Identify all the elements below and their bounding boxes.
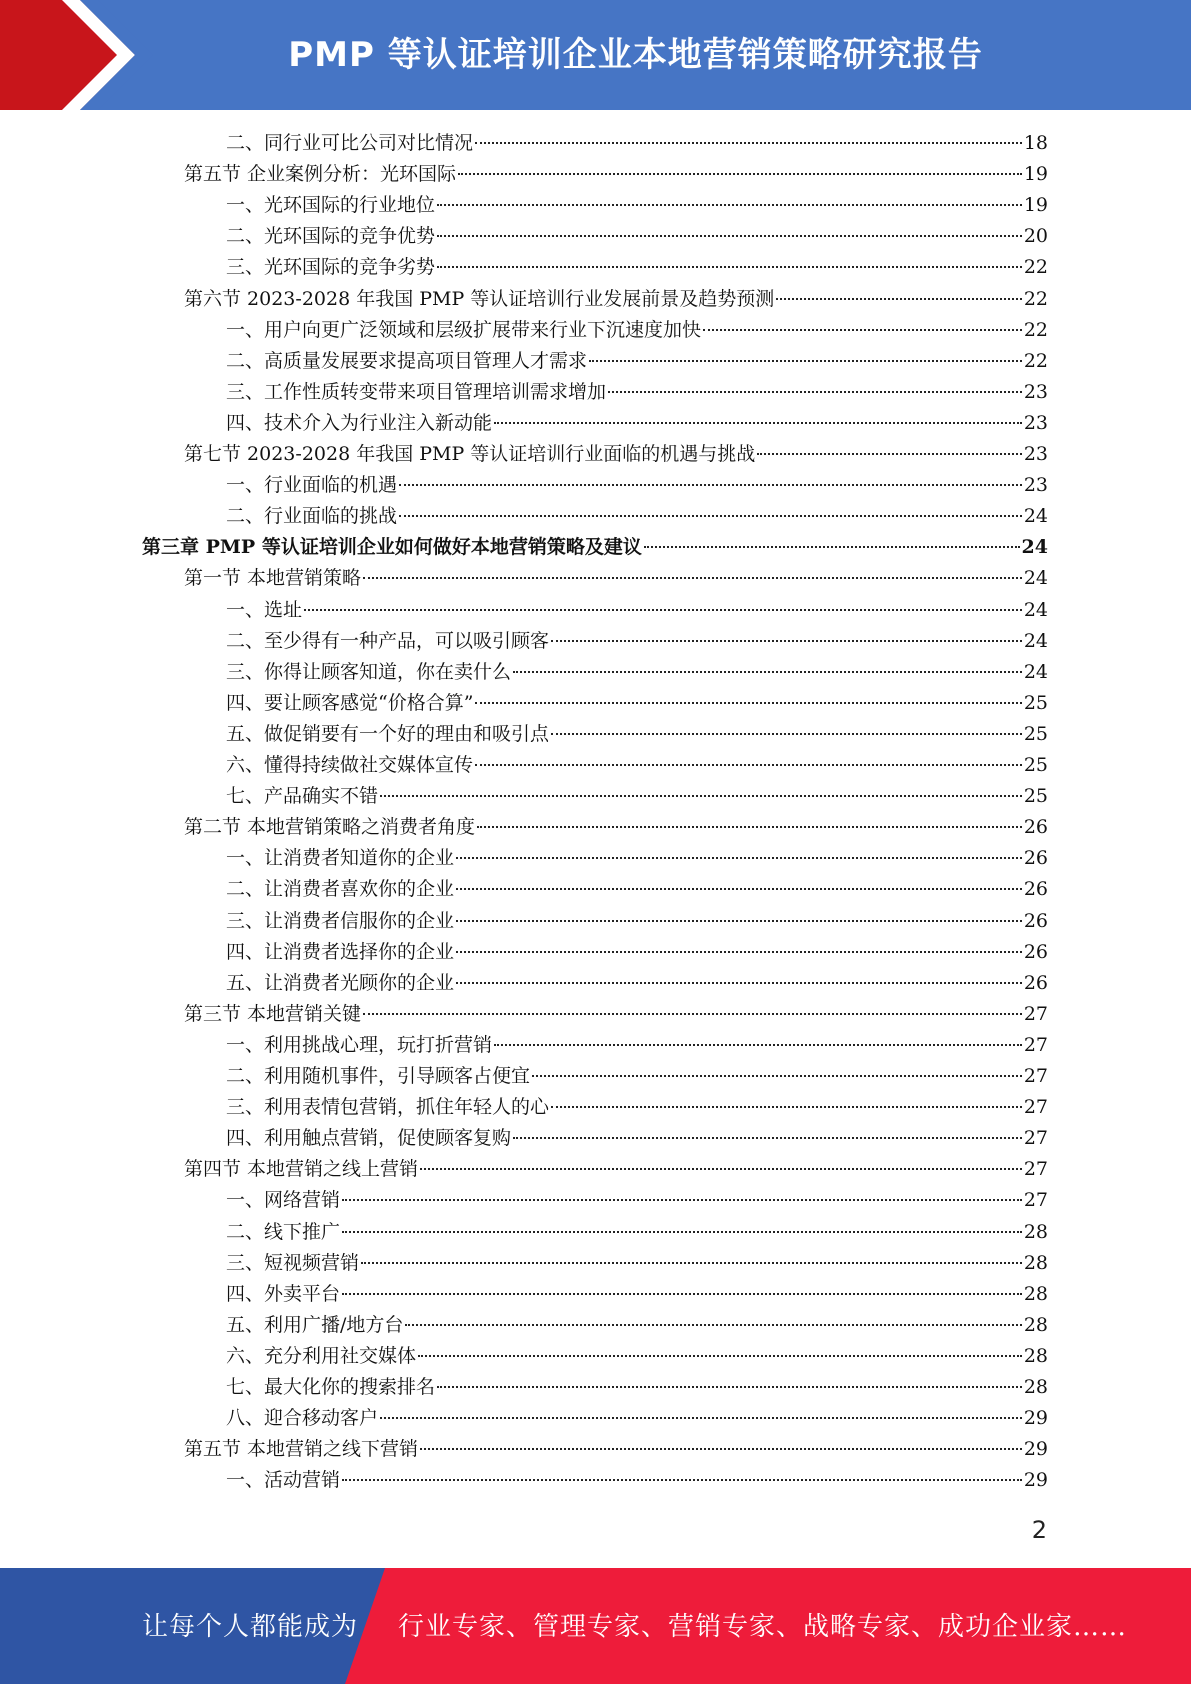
toc-entry-page: 29 <box>1023 1438 1048 1461</box>
toc-entry-title: 六、充分利用社交媒体 <box>226 1344 417 1367</box>
toc-dot-leader <box>418 1355 1022 1357</box>
toc-entry-page: 20 <box>1023 225 1048 248</box>
toc-entry-title: 二、高质量发展要求提高项目管理人才需求 <box>226 349 588 372</box>
toc-entry-page: 22 <box>1023 256 1048 279</box>
toc-dot-leader <box>361 1262 1022 1264</box>
toc-entry-page: 19 <box>1023 194 1048 217</box>
toc-entry-page: 27 <box>1023 1189 1048 1212</box>
toc-entry[interactable] <box>226 346 1048 376</box>
toc-dot-leader <box>477 826 1022 828</box>
toc-entry-page: 24 <box>1021 536 1048 559</box>
toc-entry[interactable] <box>184 1154 1048 1184</box>
toc-entry[interactable] <box>226 1279 1048 1309</box>
header-band <box>0 0 1191 110</box>
toc-entry-page: 27 <box>1023 1096 1048 1119</box>
toc-entry[interactable] <box>226 221 1048 251</box>
toc-entry-title: 七、产品确实不错 <box>226 785 379 808</box>
toc-entry[interactable] <box>226 1092 1048 1122</box>
toc-entry-page: 26 <box>1023 878 1048 901</box>
toc-entry[interactable] <box>226 190 1048 220</box>
toc-entry-title: 二、线下推广 <box>226 1220 341 1243</box>
toc-dot-leader <box>456 888 1022 890</box>
toc-entry-page: 18 <box>1023 132 1048 154</box>
toc-entry-page: 28 <box>1023 1344 1048 1367</box>
toc-dot-leader <box>703 329 1022 331</box>
toc-entry-page: 29 <box>1023 1407 1048 1430</box>
toc-entry-title: 四、技术介入为行业注入新动能 <box>226 411 493 434</box>
footer-slogan-right: 行业专家、管理专家、营销专家、战略专家、成功企业家…… <box>398 1612 1128 1642</box>
toc-entry[interactable] <box>226 750 1048 780</box>
toc-dot-leader <box>437 1386 1022 1388</box>
toc-entry-title: 五、让消费者光顾你的企业 <box>226 971 455 994</box>
toc-entry-title: 三、短视频营销 <box>226 1251 360 1274</box>
toc-entry-title: 第七节 2023-2028 年我国 PMP 等认证培训行业面临的机遇与挑战 <box>184 443 756 465</box>
toc-entry[interactable] <box>184 563 1048 593</box>
footer-slogan-left: 让每个人都能成为 <box>142 1612 359 1642</box>
toc-entry-page: 23 <box>1023 443 1048 465</box>
toc-entry[interactable] <box>226 1123 1048 1153</box>
toc-entry-title: 一、光环国际的行业地位 <box>226 194 436 217</box>
toc-entry[interactable] <box>226 501 1048 531</box>
toc-entry-page: 25 <box>1023 722 1048 745</box>
toc-entry[interactable] <box>226 470 1048 500</box>
toc-dot-leader <box>380 1417 1022 1419</box>
toc-dot-leader <box>513 1137 1022 1139</box>
toc-entry[interactable] <box>226 626 1048 656</box>
toc-entry-title: 第二节 本地营销策略之消费者角度 <box>184 816 476 839</box>
toc-dot-leader <box>304 609 1022 611</box>
toc-entry-page: 22 <box>1023 349 1048 372</box>
toc-entry[interactable] <box>184 439 1048 469</box>
toc-entry-title: 第三章 PMP 等认证培训企业如何做好本地营销策略及建议 <box>142 536 642 559</box>
toc-entry-title: 第五节 企业案例分析：光环国际 <box>184 163 457 186</box>
toc-dot-leader <box>405 1324 1021 1326</box>
toc-entry-title: 一、用户向更广泛领域和层级扩展带来行业下沉速度加快 <box>226 318 702 341</box>
toc-dot-leader <box>399 484 1022 486</box>
toc-entry[interactable] <box>226 719 1048 749</box>
toc-entry-title: 二、至少得有一种产品，可以吸引顾客 <box>226 629 550 652</box>
toc-entry-title: 六、懂得持续做社交媒体宣传 <box>226 754 474 776</box>
toc-entry-page: 26 <box>1023 847 1048 870</box>
toc-entry-page: 23 <box>1023 380 1048 403</box>
toc-entry-page: 28 <box>1023 1220 1048 1243</box>
toc-dot-leader <box>532 1075 1022 1077</box>
toc-entry-title: 四、外卖平台 <box>226 1282 341 1305</box>
toc-entry-title: 四、要让顾客感觉“价格合算” <box>226 691 474 714</box>
toc-entry-title: 一、网络营销 <box>226 1189 341 1212</box>
toc-entry-title: 四、让消费者选择你的企业 <box>226 940 455 963</box>
toc-entry-page: 26 <box>1023 940 1048 963</box>
toc-dot-leader <box>475 702 1021 704</box>
toc-dot-leader <box>342 1231 1022 1233</box>
toc-dot-leader <box>458 173 1022 175</box>
toc-entry-title: 第五节 本地营销之线下营销 <box>184 1438 419 1461</box>
toc-entry[interactable] <box>184 284 1048 314</box>
toc-entry-page: 24 <box>1023 660 1048 683</box>
toc-dot-leader <box>456 857 1022 859</box>
toc-entry-title: 五、做促销要有一个好的理由和吸引点 <box>226 722 550 745</box>
toc-entry-title: 三、利用表情包营销，抓住年轻人的心 <box>226 1096 550 1119</box>
toc-dot-leader <box>757 453 1022 455</box>
toc-entry[interactable] <box>226 1030 1048 1060</box>
toc-entry[interactable] <box>184 999 1048 1029</box>
toc-dot-leader <box>420 1168 1022 1170</box>
toc-entry[interactable] <box>226 1341 1048 1371</box>
toc-entry[interactable] <box>226 937 1048 967</box>
toc-entry-title: 一、选址 <box>226 598 303 621</box>
page-number: 2 <box>1031 1516 1047 1544</box>
toc-dot-leader <box>494 422 1022 424</box>
toc-entry-title: 七、最大化你的搜索排名 <box>226 1376 436 1398</box>
toc-dot-leader <box>608 391 1022 393</box>
toc-entry-title: 第六节 2023-2028 年我国 PMP 等认证培训行业发展前景及趋势预测 <box>184 287 775 310</box>
toc-entry[interactable] <box>226 315 1048 345</box>
toc-entry[interactable] <box>226 968 1048 998</box>
toc-entry[interactable] <box>226 1403 1048 1433</box>
toc-dot-leader <box>494 1044 1022 1046</box>
toc-entry[interactable] <box>226 252 1048 282</box>
toc-dot-leader <box>380 795 1022 797</box>
toc-entry-page: 27 <box>1023 1033 1048 1056</box>
document-title: PMP 等认证培训企业本地营销策略研究报告 <box>288 35 983 75</box>
toc-dot-leader <box>437 266 1022 268</box>
toc-entry[interactable] <box>226 657 1048 687</box>
toc-dot-leader <box>437 204 1022 206</box>
toc-dot-leader <box>363 1013 1022 1015</box>
toc-entry-page: 29 <box>1023 1469 1048 1492</box>
toc-entry-page: 22 <box>1023 287 1048 310</box>
toc-dot-leader <box>342 1479 1022 1481</box>
toc-entry-page: 27 <box>1023 1127 1048 1150</box>
toc-dot-leader <box>513 671 1022 673</box>
toc-entry-page: 27 <box>1023 1065 1048 1087</box>
toc-entry-page: 28 <box>1023 1282 1048 1305</box>
toc-dot-leader <box>342 1293 1022 1295</box>
toc-entry-page: 26 <box>1023 971 1048 994</box>
toc-entry-title: 第四节 本地营销之线上营销 <box>184 1158 419 1181</box>
toc-entry-title: 八、迎合移动客户 <box>226 1407 379 1430</box>
toc-entry-page: 24 <box>1023 598 1048 621</box>
toc-entry-page: 23 <box>1023 411 1048 434</box>
toc-entry-title: 一、利用挑战心理，玩打折营销 <box>226 1033 493 1056</box>
toc-entry[interactable] <box>184 159 1048 189</box>
toc-entry-title: 二、利用随机事件，引导顾客占便宜 <box>226 1065 531 1087</box>
toc-entry-title: 三、你得让顾客知道，你在卖什么 <box>226 660 512 683</box>
toc-entry[interactable] <box>226 874 1048 904</box>
toc-dot-leader <box>456 951 1022 953</box>
toc-dot-leader <box>776 298 1022 300</box>
toc-dot-leader <box>644 546 1020 548</box>
toc-dot-leader <box>342 1199 1022 1201</box>
toc-entry[interactable] <box>184 1434 1048 1464</box>
toc-entry-title: 二、让消费者喜欢你的企业 <box>226 878 455 901</box>
toc-entry[interactable] <box>226 1372 1048 1402</box>
toc-dot-leader <box>551 733 1022 735</box>
toc-entry[interactable] <box>226 128 1048 158</box>
toc-entry-title: 三、光环国际的竞争劣势 <box>226 256 436 279</box>
toc-entry-page: 22 <box>1023 318 1048 341</box>
toc-entry-title: 第三节 本地营销关键 <box>184 1002 362 1025</box>
toc-entry-title: 三、工作性质转变带来项目管理培训需求增加 <box>226 380 607 403</box>
toc-dot-leader <box>475 142 1022 144</box>
toc-entry[interactable] <box>226 688 1048 718</box>
toc-dot-leader <box>475 764 1022 766</box>
toc-dot-leader <box>551 640 1022 642</box>
toc-entry-page: 25 <box>1023 691 1048 714</box>
toc-entry[interactable] <box>226 843 1048 873</box>
toc-entry-page: 27 <box>1023 1158 1048 1181</box>
toc-entry-page: 25 <box>1023 754 1048 776</box>
toc-entry-title: 二、光环国际的竞争优势 <box>226 225 436 248</box>
toc-entry[interactable] <box>226 781 1048 811</box>
toc-entry-title: 第一节 本地营销策略 <box>184 567 362 590</box>
toc-entry-title: 二、同行业可比公司对比情况 <box>226 132 474 154</box>
toc-entry-title: 四、利用触点营销，促使顾客复购 <box>226 1127 512 1150</box>
toc-entry[interactable] <box>226 1248 1048 1278</box>
footer-band <box>0 1568 1191 1684</box>
toc-entry[interactable] <box>226 1217 1048 1247</box>
toc-entry-title: 五、利用广播/地方台 <box>226 1313 404 1336</box>
toc-entry[interactable] <box>226 1310 1048 1340</box>
toc-entry-title: 一、活动营销 <box>226 1469 341 1492</box>
toc-dot-leader <box>551 1106 1022 1108</box>
toc-entry-page: 23 <box>1023 474 1048 497</box>
toc-entry[interactable] <box>226 377 1048 407</box>
toc-entry-title: 二、行业面临的挑战 <box>226 505 398 528</box>
toc-entry[interactable] <box>226 595 1048 625</box>
toc-dot-leader <box>363 577 1022 579</box>
toc-entry[interactable] <box>142 532 1048 562</box>
toc-entry-page: 24 <box>1023 567 1048 590</box>
toc-dot-leader <box>456 920 1022 922</box>
toc-entry-page: 27 <box>1023 1002 1048 1025</box>
toc-entry-page: 26 <box>1023 909 1048 932</box>
toc-entry-page: 28 <box>1023 1251 1048 1274</box>
toc-entry[interactable] <box>184 812 1048 842</box>
toc-entry[interactable] <box>226 1465 1048 1495</box>
toc-entry-title: 一、行业面临的机遇 <box>226 474 398 497</box>
toc-dot-leader <box>456 982 1022 984</box>
toc-entry-page: 19 <box>1023 163 1048 186</box>
toc-dot-leader <box>437 235 1022 237</box>
toc-dot-leader <box>589 360 1022 362</box>
toc-entry-page: 28 <box>1023 1313 1048 1336</box>
toc-entry-title: 三、让消费者信服你的企业 <box>226 909 455 932</box>
toc-entry-page: 25 <box>1023 785 1048 808</box>
toc-entry[interactable] <box>226 906 1048 936</box>
toc-dot-leader <box>399 515 1022 517</box>
toc-entry[interactable] <box>226 1061 1048 1091</box>
toc-entry-title: 一、让消费者知道你的企业 <box>226 847 455 870</box>
toc-entry[interactable] <box>226 408 1048 438</box>
toc-entry-page: 24 <box>1023 505 1048 528</box>
toc-dot-leader <box>420 1448 1022 1450</box>
toc-entry[interactable] <box>226 1185 1048 1215</box>
toc-entry-page: 24 <box>1023 629 1048 652</box>
toc-entry-page: 28 <box>1023 1376 1048 1398</box>
toc-entry-page: 26 <box>1023 816 1048 839</box>
